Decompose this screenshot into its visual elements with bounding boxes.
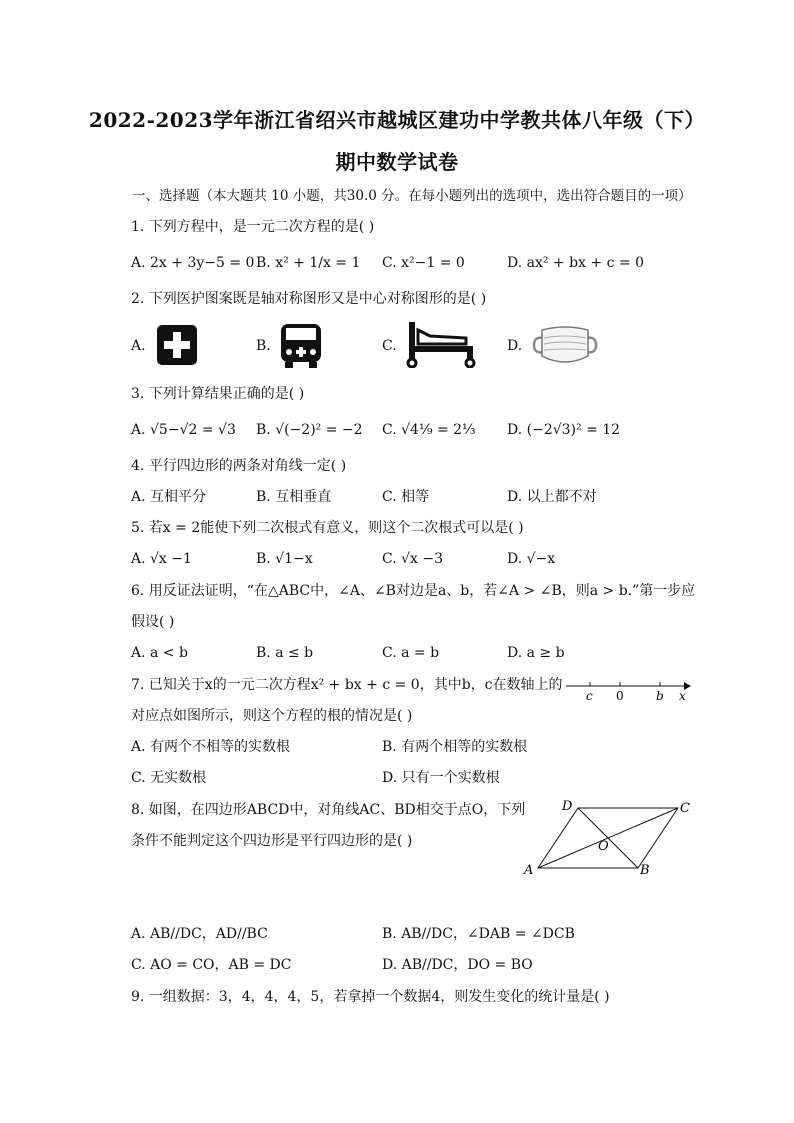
q3-option-b: B. √(−2)² = −2 [256,422,363,438]
axis-label-0: 0 [616,689,624,703]
center-label-o: O [598,839,609,854]
ambulance-front-icon [278,322,324,374]
q3-option-c: C. √4⅑ = 2⅓ [382,422,476,438]
q3-stem: 3. 下列计算结果正确的是( ) [131,386,305,402]
q2-option-c: C. [382,338,397,354]
q1-option-d: D. ax² + bx + c = 0 [507,255,644,271]
q4-stem: 4. 平行四边形的两条对角线一定( ) [131,458,347,474]
q7-stem-cont: 对应点如图所示，则这个方程的根的情况是( ) [131,708,413,724]
q1-option-b: B. x² + 1/x = 1 [256,255,361,271]
q6-stem: 6. 用反证法证明，“在△ABC中，∠A、∠B对边是a、b，若∠A > ∠B，则a > b.”第一步应 [131,583,696,599]
q4-option-a: A. 互相平分 [131,489,207,505]
section-heading: 一、选择题（本大题共 10 小题，共30.0 分。在每小题列出的选项中，选出符合题目的一项） [132,188,692,204]
axis-label-b: b [656,689,664,703]
q8-option-a: A. AB//DC，AD//BC [131,926,268,942]
q9-stem: 9. 一组数据：3，4，4，4，5，若拿掉一个数据4，则发生变化的统计量是( ) [131,989,610,1005]
q7-option-b: B. 有两个相等的实数根 [382,739,528,755]
vertex-label-d: D [562,799,573,814]
q8-stem: 8. 如图，在四边形ABCD中，对角线AC、BD相交于点O，下列 [131,802,526,818]
q6-option-b: B. a ≤ b [256,645,314,661]
q4-option-b: B. 互相垂直 [256,489,332,505]
q3-option-a: A. √5−√2 = √3 [131,422,236,438]
q6-option-d: D. a ≥ b [507,645,565,661]
q2-option-b: B. [256,338,271,354]
first-aid-cross-icon [156,324,198,370]
q6-option-c: C. a = b [382,645,440,661]
q5-option-c: C. √x −3 [382,551,444,567]
q2-stem: 2. 下列医护图案既是轴对称图形又是中心对称图形的是( ) [131,291,487,307]
parallelogram-figure [520,796,700,884]
q1-option-a: A. 2x + 3y−5 = 0 [131,255,255,271]
exam-title-line1: 2022-2023学年浙江省绍兴市越城区建功中学教共体八年级（下） [88,108,706,132]
vertex-label-c: C [680,801,690,816]
vertex-label-a: A [524,863,534,878]
q5-option-d: D. √−x [507,551,556,567]
axis-label-c: c [586,689,593,703]
q5-option-b: B. √1−x [256,551,313,567]
q8-option-b: B. AB//DC，∠DAB = ∠DCB [382,926,575,942]
q4-option-c: C. 相等 [382,489,430,505]
axis-label-x: x [679,689,686,703]
q2-option-d: D. [507,338,523,354]
q4-option-d: D. 以上都不对 [507,489,597,505]
q5-option-a: A. √x −1 [131,551,192,567]
q8-stem-cont: 条件不能判定这个四边形是平行四边形的是( ) [131,833,413,849]
q6-option-a: A. a < b [131,645,188,661]
face-mask-icon [530,322,600,372]
q7-option-c: C. 无实数根 [131,770,207,786]
number-line-figure [564,678,692,708]
q8-option-d: D. AB//DC，DO = BO [382,957,533,973]
q2-option-a: A. [131,338,146,354]
q5-stem: 5. 若x = 2能使下列二次根式有意义，则这个二次根式可以是( ) [131,520,524,536]
hospital-bed-icon [406,320,476,372]
q7-stem: 7. 已知关于x的一元二次方程x² + bx + c = 0，其中b，c在数轴上的 [131,677,563,693]
q8-option-c: C. AO = CO，AB = DC [131,957,292,973]
q1-stem: 1. 下列方程中，是一元二次方程的是( ) [131,219,375,235]
q1-option-c: C. x²−1 = 0 [382,255,465,271]
vertex-label-b: B [640,863,650,878]
q6-stem-cont: 假设( ) [131,614,175,630]
q3-option-d: D. (−2√3)² = 12 [507,422,621,438]
q7-option-a: A. 有两个不相等的实数根 [131,739,291,755]
q7-option-d: D. 只有一个实数根 [382,770,500,786]
exam-title-line2: 期中数学试卷 [335,150,459,174]
